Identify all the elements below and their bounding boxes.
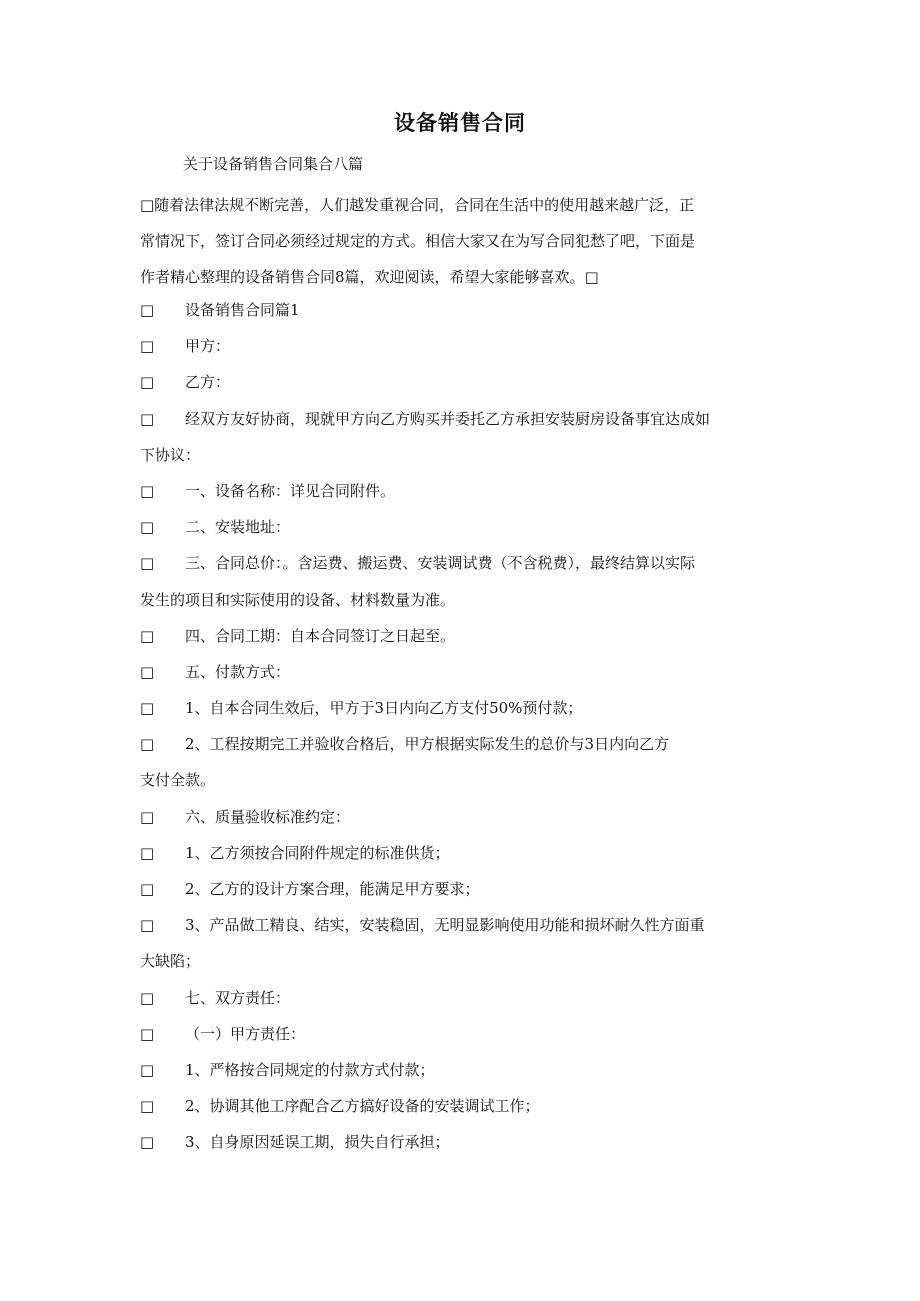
- checkbox-square-icon: □: [140, 409, 155, 428]
- clause-line: [140, 1052, 785, 1088]
- checkbox-square-icon: □: [140, 518, 155, 537]
- intro-line: □随着法律法规不断完善，人们越发重视合同，合同在生活中的使用越来越广泛，正: [140, 196, 695, 214]
- clause-line: [140, 618, 785, 654]
- clause-text: 2、工程按期完工并验收合格后，甲方根据实际发生的总价与3日内向乙方: [185, 735, 670, 754]
- checkbox-square-icon: □: [140, 735, 155, 754]
- clause-text: 1、严格按合同规定的付款方式付款；: [185, 1060, 435, 1079]
- clause-text: 四、合同工期：自本合同签订之日起至。: [185, 626, 456, 645]
- clause-text: 3、自身原因延误工期，损失自行承担；: [185, 1133, 450, 1152]
- clause-continuation: 支付全款。: [140, 771, 216, 790]
- intro-line: 作者精心整理的设备销售合同8篇，欢迎阅读，希望大家能够喜欢。□: [140, 268, 599, 286]
- checkbox-square-icon: □: [140, 843, 155, 862]
- clause-text: 甲方：: [185, 337, 231, 356]
- checkbox-square-icon: □: [140, 554, 155, 573]
- clause-text: 二、安装地址：: [185, 518, 291, 537]
- document-title: 设备销售合同: [394, 111, 526, 135]
- clause-line: [140, 907, 785, 943]
- clause-line: [140, 509, 785, 545]
- checkbox-square-icon: □: [140, 1133, 155, 1152]
- clause-continuation: 发生的项目和实际使用的设备、材料数量为准。: [140, 590, 456, 609]
- clause-line: [140, 726, 785, 762]
- clause-text: 2、乙方的设计方案合理，能满足甲方要求；: [185, 880, 480, 898]
- clause-text: 六、质量验收标准约定：: [185, 807, 351, 826]
- document-subtitle: 关于设备销售合同集合八篇: [183, 155, 364, 173]
- clause-line: [140, 545, 785, 581]
- checkbox-square-icon: □: [140, 1024, 155, 1043]
- intro-paragraph: [140, 187, 780, 295]
- clause-line: [140, 1016, 785, 1052]
- clause-text: 设备销售合同篇1: [185, 301, 300, 319]
- clause-text: （一）甲方责任：: [185, 1024, 306, 1043]
- checkbox-square-icon: □: [140, 373, 155, 392]
- checkbox-square-icon: □: [140, 301, 155, 319]
- clause-text: 乙方：: [185, 373, 231, 392]
- clause-line: [140, 401, 785, 437]
- clause-line: [140, 690, 785, 726]
- checkbox-square-icon: □: [140, 1097, 155, 1116]
- clause-line: [140, 292, 785, 328]
- clause-line: [140, 835, 785, 871]
- clause-text: 2、协调其他工序配合乙方搞好设备的安装调试工作；: [185, 1097, 540, 1116]
- checkbox-square-icon: □: [140, 481, 155, 500]
- checkbox-square-icon: □: [140, 1060, 155, 1079]
- clause-continuation: 大缺陷；: [140, 952, 201, 971]
- clause-line: [140, 328, 785, 364]
- intro-line: 常情况下，签订合同必须经过规定的方式。相信大家又在为写合同犯愁了吧，下面是: [140, 232, 696, 250]
- clause-line: [140, 364, 785, 400]
- clause-line: [140, 980, 785, 1016]
- clause-line: [140, 799, 785, 835]
- checkbox-square-icon: □: [140, 662, 155, 681]
- clause-continuation: 下协议：: [140, 445, 201, 464]
- clause-text: 三、合同总价：。含运费、搬运费、安装调试费（不含税费），最终结算以实际: [185, 554, 696, 573]
- contract-body: [140, 292, 785, 1161]
- checkbox-square-icon: □: [140, 916, 155, 935]
- clause-line: [140, 473, 785, 509]
- clause-line: [140, 1124, 785, 1160]
- clause-text: 经双方友好协商，现就甲方向乙方购买并委托乙方承担安装厨房设备事宜达成如: [185, 409, 711, 428]
- clause-text: 七、双方责任：: [185, 988, 291, 1007]
- checkbox-square-icon: □: [140, 880, 155, 898]
- clause-text: 一、设备名称：详见合同附件。: [185, 481, 396, 500]
- checkbox-square-icon: □: [140, 337, 155, 356]
- clause-text: 1、乙方须按合同附件规定的标准供货；: [185, 843, 450, 862]
- clause-line: [140, 654, 785, 690]
- checkbox-square-icon: □: [140, 807, 155, 826]
- checkbox-square-icon: □: [140, 988, 155, 1007]
- checkbox-square-icon: □: [140, 699, 155, 718]
- checkbox-square-icon: □: [140, 626, 155, 645]
- clause-line: [140, 871, 785, 907]
- clause-line: [140, 1088, 785, 1124]
- clause-text: 五、付款方式：: [185, 662, 291, 681]
- clause-text: 3、产品做工精良、结实，安装稳固，无明显影响使用功能和损坏耐久性方面重: [185, 916, 705, 935]
- clause-text: 1、自本合同生效后，甲方于3日内向乙方支付50%预付款；: [185, 699, 583, 718]
